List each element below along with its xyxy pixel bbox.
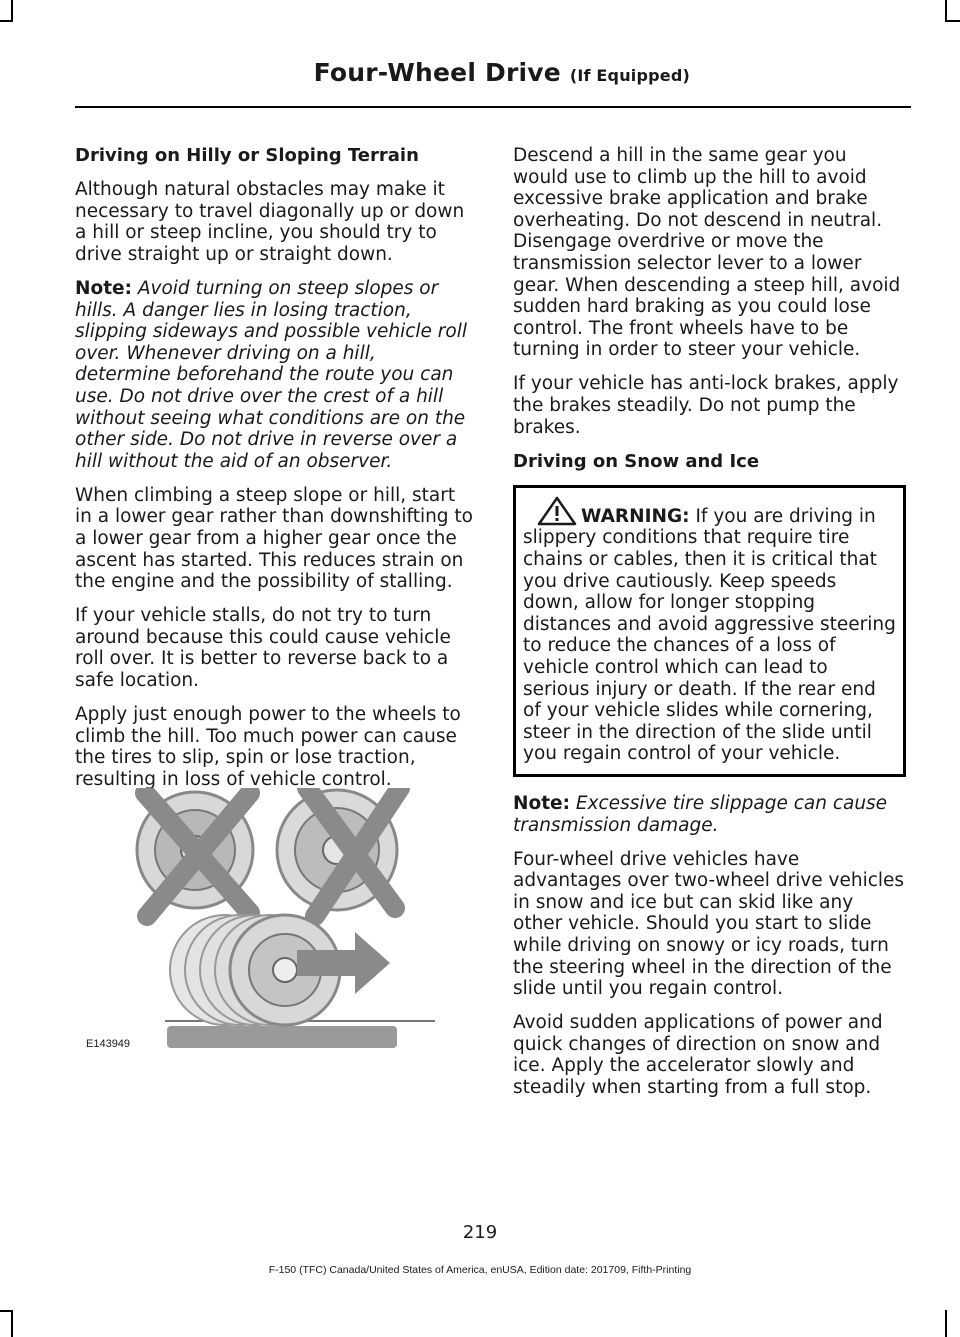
note-text: Excessive tire slippage can cause transmission damage.: [513, 792, 888, 836]
paragraph: Descend a hill in the same gear you would use to climb up the hill to avoid excessive brake application and brake overheating. Do not descend in neutral. Disengage overdrive or move the transmission selector lever to a lower gear. When descending a steep hill, avoid sudden hard braking as you could lose control. The front wheels have to be turning in order to steer your vehicle.: [513, 145, 901, 361]
crop-mark: [945, 1310, 947, 1337]
page-footer: F-150 (TFC) Canada/United States of America, enUSA, Edition date: 201709, Fifth-Printing: [268, 1264, 692, 1276]
header-title-suffix: (If Equipped): [569, 66, 690, 85]
paragraph: If your vehicle stalls, do not try to turn around because this could cause vehicle roll over. It is better to reverse back to a safe location.: [75, 605, 451, 692]
paragraph: Apply just enough power to the wheels to climb the hill. Too much power can cause the tires to slip, spin or lose traction, resulting in loss of vehicle control.: [75, 704, 461, 790]
paragraph: When climbing a steep slope or hill, start in a lower gear rather than downshifting to a lower gear from a higher gear once the ascent has started. This reduces strain on the engine and the possibility of stalling.: [75, 484, 474, 593]
warning-box: [513, 485, 906, 777]
crop-mark: [11, 1310, 13, 1337]
tire-slip-illustration-icon: [75, 788, 445, 1058]
note-label: Note:: [513, 792, 570, 814]
right-column: [513, 145, 906, 1111]
section-heading-hilly-terrain: Driving on Hilly or Sloping Terrain: [75, 145, 419, 166]
note-paragraph: [75, 278, 475, 472]
note-label: Note:: [75, 277, 132, 299]
section-heading-snow-ice: Driving on Snow and Ice: [513, 450, 760, 472]
crop-mark: [945, 0, 947, 22]
page-header-title: [314, 58, 690, 87]
tire-slip-illustration: [75, 788, 445, 1058]
warning-triangle-icon: [537, 496, 577, 526]
crop-mark: [0, 20, 13, 22]
page-number: 219: [462, 1222, 498, 1243]
header-divider: [75, 106, 911, 108]
warning-text: If you are driving in slippery conditions that require tire chains or cables, then it is critical that you drive cautiously. Keep speeds down, allow for longer stopping distances and avoid aggressive steering to reduce the chances of a loss of vehicle control which can lead to serious injury or death. If the rear end of your vehicle slides while cornering, steer in the direction of the slide until you regain control of your vehicle.: [523, 505, 896, 765]
crop-mark: [945, 20, 960, 22]
header-title-text: Four-Wheel Drive: [313, 58, 561, 87]
paragraph: Four-wheel drive vehicles have advantages over two-wheel drive vehicles in snow and ice but can skid like any other vehicle. Should you start to slide while driving on snowy or icy roads, turn the steering wheel in the direction of the slide until you regain control.: [513, 848, 905, 1000]
note-paragraph: [513, 793, 906, 836]
paragraph: Avoid sudden applications of power and quick changes of direction on snow and ice. Apply the accelerator slowly and steadily when starting from a full stop.: [513, 1012, 883, 1099]
paragraph: Although natural obstacles may make it necessary to travel diagonally up or down a hill or steep incline, you should try to drive straight up or straight down.: [75, 179, 465, 265]
left-column: [75, 145, 475, 803]
paragraph: If your vehicle has anti-lock brakes, apply the brakes steadily. Do not pump the brakes.: [513, 373, 899, 438]
note-text: Avoid turning on steep slopes or hills. A danger lies in losing traction, slipping sideways and possible vehicle roll over. Whenever driving on a hill, determine beforehand the route you can use. Do not drive over the crest of a hill without seeing what conditions are on the other side. Do not drive in reverse over a hill without the aid of an observer.: [75, 277, 468, 472]
crop-mark: [0, 1310, 13, 1312]
warning-label: WARNING:: [581, 505, 690, 527]
crop-mark: [11, 0, 13, 22]
figure-code: E143949: [86, 1038, 131, 1050]
